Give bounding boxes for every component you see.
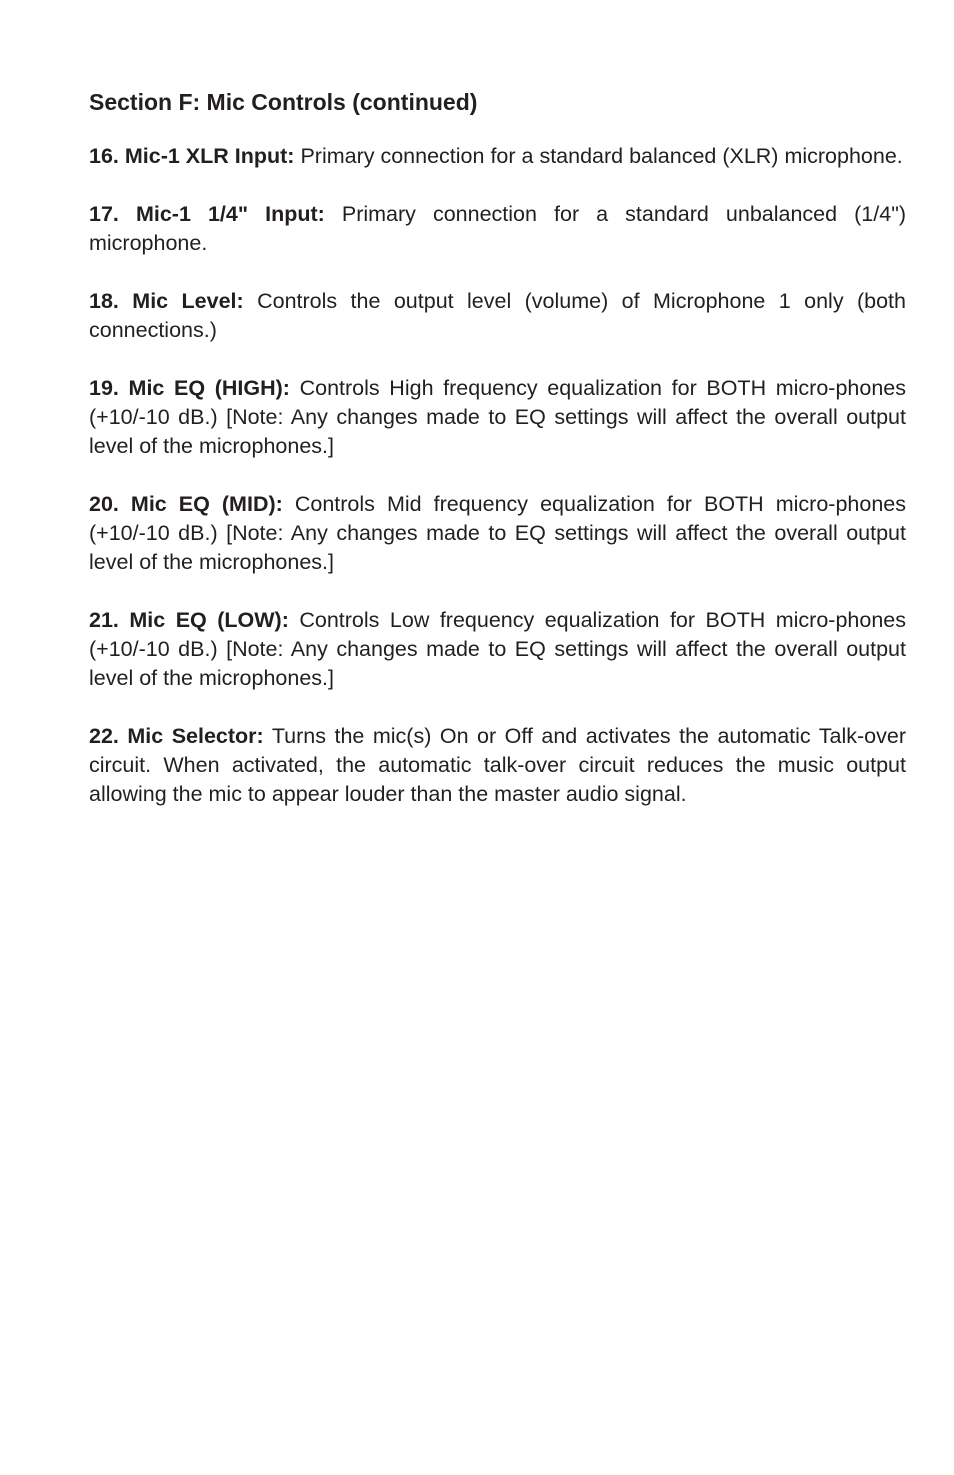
item-text: Controls High frequency equalization for BOTH micro-phones (+10/-10 dB.) [Note: Any changes made to EQ settings will affect the overall output level of the microphones.] xyxy=(89,376,906,458)
item-label: 22. Mic Selector: xyxy=(89,724,264,748)
item-mic-level xyxy=(89,287,906,345)
item-label: 18. Mic Level: xyxy=(89,289,244,313)
item-mic-eq-high xyxy=(89,374,906,461)
item-text: Controls Low frequency equalization for BOTH micro-phones (+10/-10 dB.) [Note: Any changes made to EQ settings will affect the overall output level of the microphones.] xyxy=(89,608,906,690)
item-text: Controls Mid frequency equalization for BOTH micro-phones (+10/-10 dB.) [Note: Any changes made to EQ settings will affect the overall output level of the microphones.] xyxy=(89,492,906,574)
item-label: 17. Mic-1 1/4" Input: xyxy=(89,202,325,226)
item-mic1-quarter-inch-input xyxy=(89,200,906,258)
item-text: Primary connection for a standard unbalanced (1/4") microphone. xyxy=(89,202,906,255)
item-label: 19. Mic EQ (HIGH): xyxy=(89,376,290,400)
item-text: Turns the mic(s) On or Off and activates the automatic Talk-over circuit. When activated, the automatic talk-over circuit reduces the music output allowing the mic to appear louder than the master audio signal. xyxy=(89,724,906,806)
item-label: 20. Mic EQ (MID): xyxy=(89,492,283,516)
item-label: 21. Mic EQ (LOW): xyxy=(89,608,289,632)
section-title: Section F: Mic Controls (continued) xyxy=(89,89,478,115)
item-mic1-xlr-input xyxy=(89,142,906,171)
item-mic-eq-low xyxy=(89,606,906,693)
item-label: 16. Mic-1 XLR Input: xyxy=(89,144,295,168)
item-mic-selector xyxy=(89,722,906,809)
item-text: Controls the output level (volume) of Microphone 1 only (both connections.) xyxy=(89,289,906,342)
item-text: Primary connection for a standard balanced (XLR) microphone. xyxy=(300,144,903,168)
manual-page xyxy=(89,86,906,838)
item-mic-eq-mid xyxy=(89,490,906,577)
